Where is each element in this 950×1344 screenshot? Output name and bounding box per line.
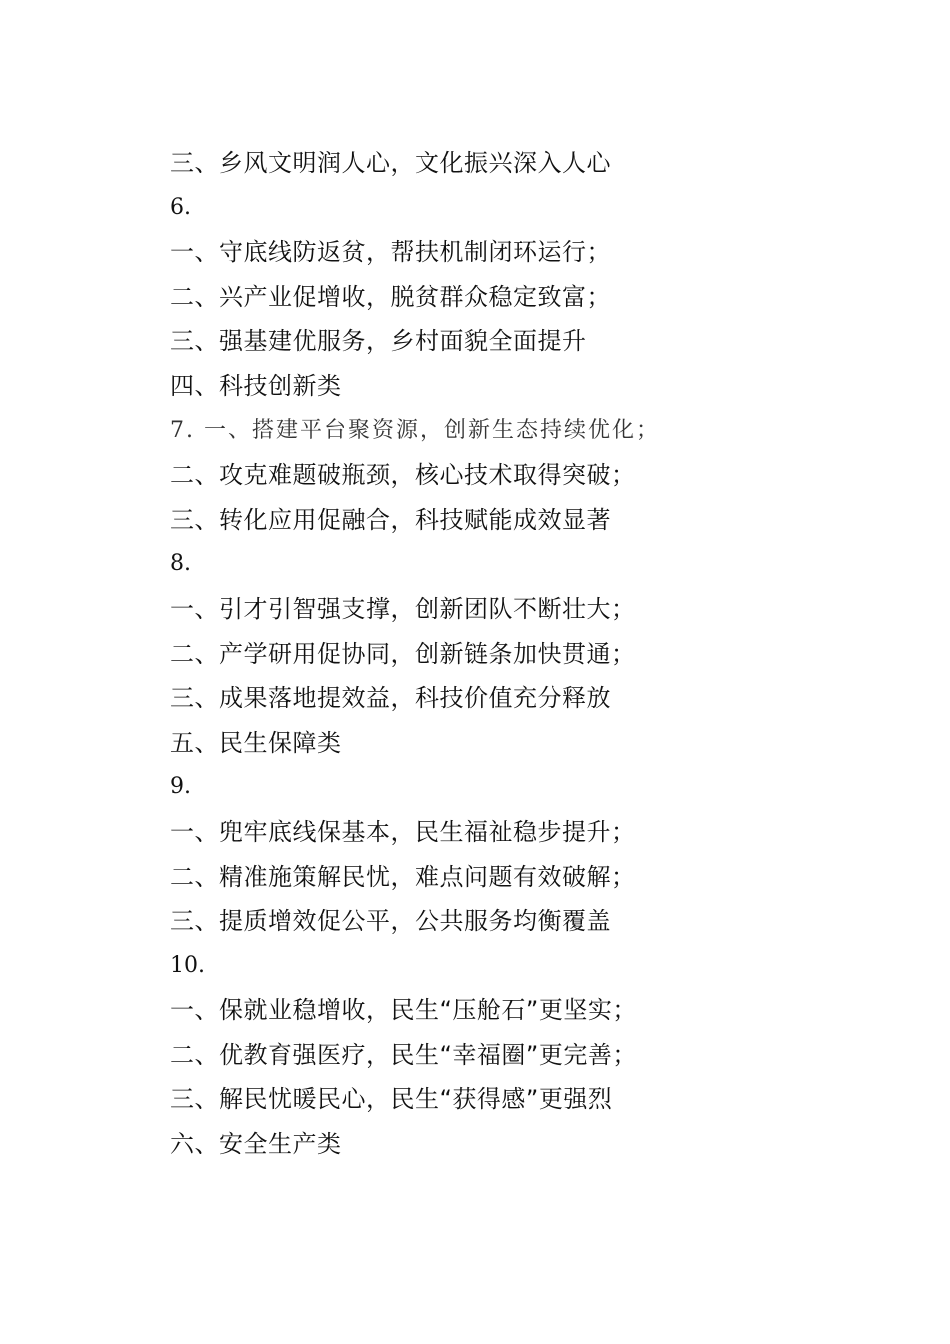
text-line: 三、乡风文明润人心，文化振兴深入人心	[170, 149, 611, 177]
text-line: 二、精准施策解民忧，难点问题有效破解；	[170, 862, 636, 891]
text-line: 二、兴产业促增收，脱贫群众稳定致富；	[170, 282, 611, 311]
item-number: 8.	[170, 551, 191, 577]
text-line: 三、解民忧暖民心，民生“获得感”更强烈	[170, 1085, 613, 1114]
text-line: 一、引才引智强支撑，创新团队不断壮大；	[170, 594, 636, 623]
text-line: 三、强基建优服务，乡村面貌全面提升	[170, 327, 587, 356]
text-line: 三、转化应用促融合，科技赋能成效显著	[170, 505, 611, 534]
text-line: 三、提质增效促公平，公共服务均衡覆盖	[170, 907, 611, 936]
text-line: 二、攻克难题破瓶颈，核心技术取得突破；	[170, 461, 636, 490]
text-line: 一、兜牢底线保基本，民生福祉稳步提升；	[170, 817, 636, 846]
text-line: 二、优教育强医疗，民生“幸福圈”更完善；	[170, 1040, 637, 1069]
text-line: 二、产学研用促协同，创新链条加快贯通；	[170, 639, 636, 668]
item-number: 9.	[170, 774, 191, 800]
section-heading: 四、科技创新类	[170, 371, 342, 400]
text-line: 7. 一、搭建平台聚资源，创新生态持续优化；	[170, 417, 660, 443]
section-heading: 六、安全生产类	[170, 1130, 342, 1159]
section-heading: 五、民生保障类	[170, 728, 342, 757]
text-line: 一、守底线防返贫，帮扶机制闭环运行；	[170, 238, 611, 267]
text-line: 一、保就业稳增收，民生“压舱石”更坚实；	[170, 996, 637, 1025]
item-number: 10.	[170, 952, 205, 978]
text-line: 三、成果落地提效益，科技价值充分释放	[170, 684, 611, 713]
document-body	[170, 141, 890, 1167]
item-number: 6.	[170, 194, 191, 220]
